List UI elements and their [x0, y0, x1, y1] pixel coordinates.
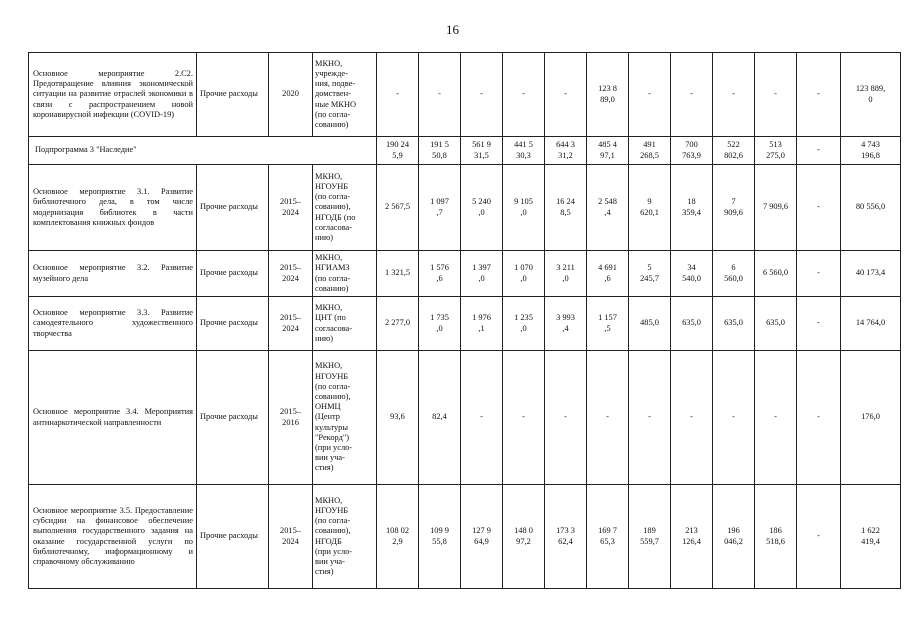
- value-cell: 127 9 64,9: [461, 485, 503, 589]
- value-cell: 635,0: [713, 297, 755, 351]
- value-cell: 644 3 31,2: [545, 137, 587, 165]
- value-cell: 9 105 ,0: [503, 165, 545, 251]
- value-cell: 2 548 ,4: [587, 165, 629, 251]
- value-cell: 191 5 50,8: [419, 137, 461, 165]
- table-row: [29, 251, 901, 297]
- value-cell: 3 993 ,4: [545, 297, 587, 351]
- table-row: [29, 351, 901, 485]
- value-cell: 9 620,1: [629, 165, 671, 251]
- activity-name: Основное мероприятие 3.5. Предоставление субсидии на финансовое обеспечение выполнения государственного задания на оказание государственной услуги по библиотечному, информационному и справочному обслуживанию: [29, 485, 197, 589]
- value-cell: -: [461, 351, 503, 485]
- value-cell: 173 3 62,4: [545, 485, 587, 589]
- responsible-org: МКНО, НГИАМЗ (по согла- сованию): [313, 251, 377, 297]
- value-cell: 186 518,6: [755, 485, 797, 589]
- value-cell: 169 7 65,3: [587, 485, 629, 589]
- value-cell: 6 560,0: [755, 251, 797, 297]
- value-cell: 5 240 ,0: [461, 165, 503, 251]
- value-cell: 1 976 ,1: [461, 297, 503, 351]
- total-cell: 14 764,0: [841, 297, 901, 351]
- value-cell: -: [797, 351, 841, 485]
- value-cell: -: [797, 485, 841, 589]
- value-cell: -: [797, 137, 841, 165]
- value-cell: 1 321,5: [377, 251, 419, 297]
- activity-name: Основное мероприятие 3.1. Развитие библиотечного дела, в том числе модернизация библиотек в части комплектования книжных фондов: [29, 165, 197, 251]
- table-row: [29, 297, 901, 351]
- value-cell: 190 24 5,9: [377, 137, 419, 165]
- value-cell: 123 8 89,0: [587, 53, 629, 137]
- subprogram-title: Подпрограмма 3 "Наследие": [29, 137, 377, 165]
- value-cell: -: [713, 351, 755, 485]
- expense-type: Прочие расходы: [197, 297, 269, 351]
- total-cell: 4 743 196,8: [841, 137, 901, 165]
- value-cell: -: [545, 351, 587, 485]
- value-cell: -: [755, 351, 797, 485]
- value-cell: -: [629, 351, 671, 485]
- value-cell: 6 560,0: [713, 251, 755, 297]
- value-cell: 1 235 ,0: [503, 297, 545, 351]
- activity-name: Основное мероприятие 3.4. Мероприятия антинаркотической направленности: [29, 351, 197, 485]
- table-row: [29, 53, 901, 137]
- value-cell: 213 126,4: [671, 485, 713, 589]
- period: 2015– 2024: [269, 485, 313, 589]
- value-cell: 513 275,0: [755, 137, 797, 165]
- value-cell: 700 763,9: [671, 137, 713, 165]
- responsible-org: МКНО, НГОУНБ (по согла- сованию), НГОДБ (при усло- вии уча- стия): [313, 485, 377, 589]
- value-cell: 1 576 ,6: [419, 251, 461, 297]
- total-cell: 176,0: [841, 351, 901, 485]
- value-cell: 7 909,6: [755, 165, 797, 251]
- value-cell: 7 909,6: [713, 165, 755, 251]
- value-cell: -: [797, 53, 841, 137]
- expense-type: Прочие расходы: [197, 53, 269, 137]
- period: 2015– 2016: [269, 351, 313, 485]
- value-cell: -: [671, 53, 713, 137]
- value-cell: 1 735 ,0: [419, 297, 461, 351]
- value-cell: 109 9 55,8: [419, 485, 461, 589]
- value-cell: 108 02 2,9: [377, 485, 419, 589]
- value-cell: -: [797, 165, 841, 251]
- responsible-org: МКНО, НГОУНБ (по согла- сованию), ОНМЦ (Центр культуры "Рекорд") (при усло- вии уча- стия): [313, 351, 377, 485]
- value-cell: 491 268,5: [629, 137, 671, 165]
- value-cell: -: [713, 53, 755, 137]
- total-cell: 1 622 419,4: [841, 485, 901, 589]
- value-cell: 1 397 ,0: [461, 251, 503, 297]
- value-cell: -: [545, 53, 587, 137]
- value-cell: 1 070 ,0: [503, 251, 545, 297]
- value-cell: 148 0 97,2: [503, 485, 545, 589]
- value-cell: 16 24 8,5: [545, 165, 587, 251]
- value-cell: 189 559,7: [629, 485, 671, 589]
- responsible-org: МКНО, ЦНТ (по согласова- нию): [313, 297, 377, 351]
- value-cell: 93,6: [377, 351, 419, 485]
- responsible-org: МКНО, НГОУНБ (по согла- сованию), НГОДБ (по согласова- нию): [313, 165, 377, 251]
- value-cell: 485,0: [629, 297, 671, 351]
- value-cell: 2 277,0: [377, 297, 419, 351]
- value-cell: -: [461, 53, 503, 137]
- value-cell: 18 359,4: [671, 165, 713, 251]
- expense-type: Прочие расходы: [197, 165, 269, 251]
- expense-type: Прочие расходы: [197, 251, 269, 297]
- period: 2015– 2024: [269, 165, 313, 251]
- period: 2015– 2024: [269, 297, 313, 351]
- value-cell: -: [797, 251, 841, 297]
- value-cell: 34 540,0: [671, 251, 713, 297]
- period: 2020: [269, 53, 313, 137]
- value-cell: 2 567,5: [377, 165, 419, 251]
- expense-type: Прочие расходы: [197, 485, 269, 589]
- value-cell: -: [587, 351, 629, 485]
- activity-name: Основное мероприятие 2.С2. Предотвращение влияния экономической ситуации на развитие отраслей экономики в связи с распространением новой коронавирусной инфекции (COVID-19): [29, 53, 197, 137]
- value-cell: 441 5 30,3: [503, 137, 545, 165]
- value-cell: 1 097 ,7: [419, 165, 461, 251]
- value-cell: -: [419, 53, 461, 137]
- value-cell: 635,0: [671, 297, 713, 351]
- responsible-org: МКНО, учрежде- ния, подве- домствен- ные МКНО (по согла- сованию): [313, 53, 377, 137]
- value-cell: 196 046,2: [713, 485, 755, 589]
- value-cell: -: [755, 53, 797, 137]
- value-cell: 4 691 ,6: [587, 251, 629, 297]
- value-cell: -: [503, 351, 545, 485]
- value-cell: -: [629, 53, 671, 137]
- value-cell: -: [671, 351, 713, 485]
- value-cell: 485 4 97,1: [587, 137, 629, 165]
- page-number: 16: [446, 22, 459, 37]
- value-cell: -: [797, 297, 841, 351]
- value-cell: 635,0: [755, 297, 797, 351]
- value-cell: 522 802,6: [713, 137, 755, 165]
- activity-name: Основное мероприятие 3.3. Развитие самодеятельного художественного творчества: [29, 297, 197, 351]
- value-cell: 3 211 ,0: [545, 251, 587, 297]
- value-cell: 5 245,7: [629, 251, 671, 297]
- value-cell: -: [377, 53, 419, 137]
- value-cell: 1 157 ,5: [587, 297, 629, 351]
- total-cell: 40 173,4: [841, 251, 901, 297]
- total-cell: 80 556,0: [841, 165, 901, 251]
- expense-type: Прочие расходы: [197, 351, 269, 485]
- subprogram-row: [29, 137, 901, 165]
- activity-name: Основное мероприятие 3.2. Развитие музейного дела: [29, 251, 197, 297]
- table-row: [29, 165, 901, 251]
- period: 2015– 2024: [269, 251, 313, 297]
- value-cell: -: [503, 53, 545, 137]
- table-row: [29, 485, 901, 589]
- total-cell: 123 889, 0: [841, 53, 901, 137]
- value-cell: 561 9 31,5: [461, 137, 503, 165]
- budget-table: [28, 52, 901, 589]
- value-cell: 82,4: [419, 351, 461, 485]
